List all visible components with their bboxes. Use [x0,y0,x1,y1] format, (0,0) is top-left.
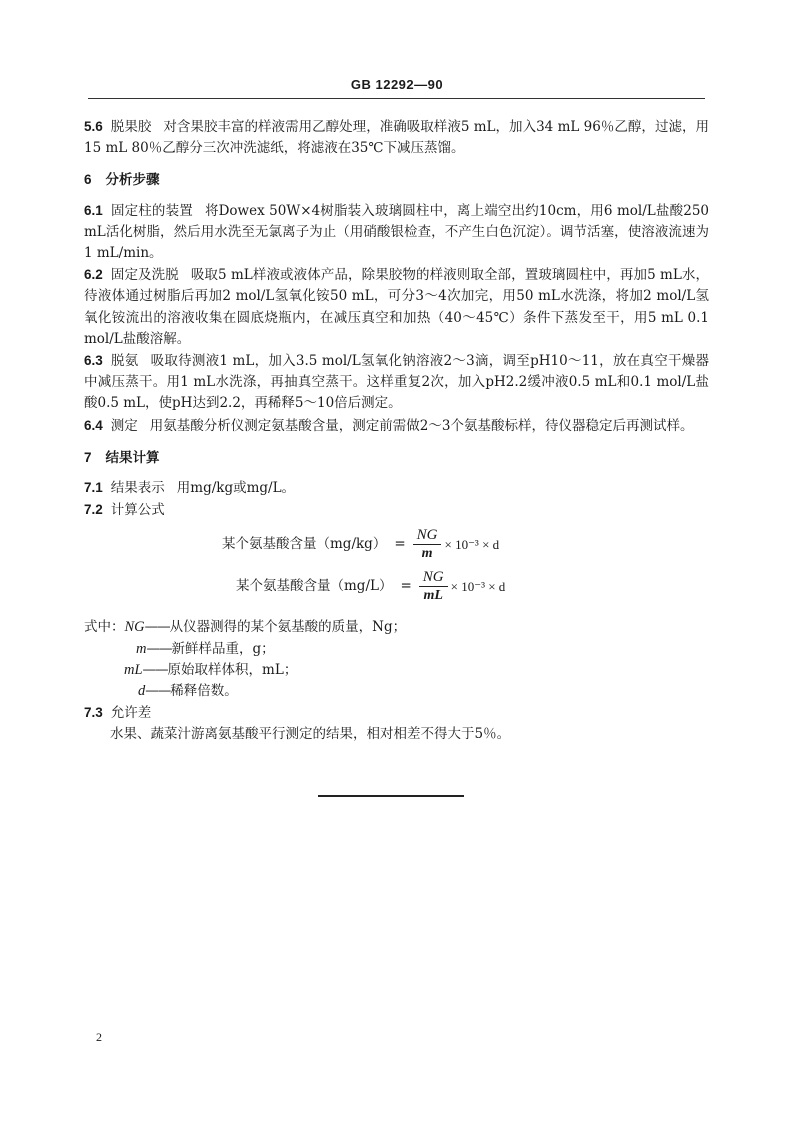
fraction-numerator: NG [419,569,448,587]
definition-desc: 稀释倍数。 [170,683,238,700]
page-number: 2 [96,1030,102,1044]
heading-title: 结果计算 [105,449,160,466]
definition-dash: —— [142,661,168,678]
symbol-definitions [84,617,709,702]
definition-row [84,660,709,681]
section-number: 6.1 [84,202,103,218]
definition-desc: 新鲜样品重，g； [171,640,275,657]
section-number: 6.3 [84,353,103,369]
section-title: 固定及洗脱 [110,267,179,284]
formula-mg-per-l [236,569,505,604]
header-divider [88,98,705,99]
section-title: 计算公式 [110,502,165,519]
definition-dash: —— [146,640,172,657]
definitions-intro: 式中： [84,619,125,636]
section-text: 水果、蔬菜汁游离氨基酸平行测定的结果，相对相差不得大于5％。 [110,726,511,743]
formula-lhs: 某个氨基酸含量（mg/L） [236,578,393,595]
formula-block [84,523,709,613]
section-text: 将Dowex 50W×4树脂装入玻璃圆柱中，离上端空出约10cm，用6 mol/L盐酸250 mL活化树脂，然后用水洗至无氯离子为止（用硝酸银检查，不产生白色沉淀）。调节活塞，使溶液流速为1 mL/min。 [84,202,709,262]
section-7-3-text [84,724,709,745]
section-number: 7.3 [84,705,103,721]
heading-7 [84,447,709,469]
section-text: 用氨基酸分析仪测定氨基酸含量，测定前需做2～3个氨基酸标样，待仪器稳定后再测试样。 [149,417,694,434]
section-text: 吸取5 mL样液或液体产品，除果胶物的样液则取全部，置玻璃圆柱中，再加5 mL水，待液体通过树脂后再加2 mol/L氢氧化铵50 mL，可分3～4次加完，用50 mL水洗涤，将加2 mol/L氢氧化铵流出的溶液收集在圆底烧瓶内，在减压真空和加热（40～45℃）条件下蒸发至干，用5 mL 0.1 mol/L盐酸溶解。 [84,267,709,347]
section-text: 用mg/kg或mg/L。 [176,480,296,497]
section-6-3 [84,350,709,415]
section-title: 固定柱的装置 [110,202,193,219]
definition-symbol: NG [124,619,145,636]
definition-symbol: mL [124,661,143,678]
heading-number: 6 [84,172,92,188]
fraction-denominator: m [421,546,433,562]
section-text: 吸取待测液1 mL，加入3.5 mol/L氢氧化钠溶液2～3滴，调至pH10～11，放在真空干燥器中减压蒸干。用1 mL水洗涤，再抽真空蒸干。这样重复2次，加入pH2.2缓冲液0.5 mL和0.1 mol/L盐酸0.5 mL，使pH达到2.2，再稀释5～10倍后测定。 [84,353,709,412]
section-7-2 [84,499,709,521]
formula-equals: = [394,536,406,553]
document-body [84,116,709,746]
section-number: 6.2 [84,267,103,283]
heading-6 [84,169,709,191]
fraction-denominator: mL [423,588,443,604]
definition-dash: —— [144,619,170,636]
formula-fraction [413,527,442,562]
section-6-4 [84,415,709,437]
section-5-6 [84,116,709,159]
definition-dash: —— [145,683,171,700]
definition-symbol: d [138,683,146,700]
section-title: 脱果胶 [110,119,152,135]
section-number: 6.4 [84,417,103,433]
section-number: 7.1 [84,480,103,496]
section-7-1 [84,477,709,499]
end-rule [318,795,464,797]
formula-tail: × 10⁻³ × d [450,579,506,595]
section-7-3 [84,702,709,724]
formula-equals: = [400,578,412,595]
heading-title: 分析步骤 [105,172,160,189]
section-number: 5.6 [84,119,103,134]
definition-desc: 从仪器测得的某个氨基酸的质量，Ng； [169,619,407,636]
section-6-2 [84,264,709,350]
definition-symbol: m [136,640,147,657]
definition-row [84,617,709,638]
formula-fraction [419,569,448,604]
standard-code-header: GB 12292—90 [350,77,444,92]
section-text: 对含果胶丰富的样液需用乙醇处理，准确吸取样液5 mL，加入34 mL 96％乙醇，过滤，用15 mL 80％乙醇分三次冲洗滤纸，将滤液在35℃下减压蒸馏。 [84,119,710,157]
section-title: 脱氨 [110,353,139,370]
section-title: 测定 [110,417,138,434]
heading-number: 7 [84,449,92,465]
fraction-numerator: NG [413,527,442,545]
formula-mg-per-kg [222,527,499,562]
section-title: 结果表示 [110,480,165,497]
definition-row [84,639,709,660]
section-title: 允许差 [110,705,152,722]
definition-desc: 原始取样体积，mL； [167,661,298,678]
formula-lhs: 某个氨基酸含量（mg/kg） [222,536,387,553]
formula-tail: × 10⁻³ × d [444,537,500,553]
section-number: 7.2 [84,502,103,518]
definition-row [84,681,709,702]
section-6-1 [84,200,709,265]
